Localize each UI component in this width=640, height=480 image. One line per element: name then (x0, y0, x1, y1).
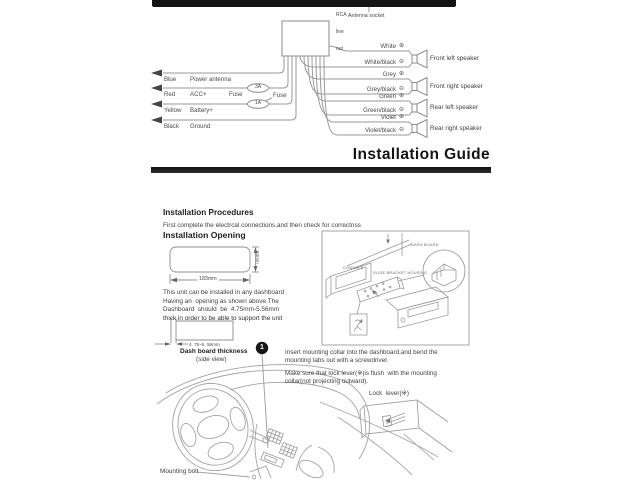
polarity-minus-icon: ⊖ (399, 58, 405, 65)
wire-color-black: Black (164, 123, 179, 130)
fuse1-rating: 3A (254, 84, 262, 90)
wire-label-grey: Grey (382, 71, 396, 78)
wire-function-power-antenna: Power antenna (190, 76, 231, 83)
wire-label-green-black: Green/black (363, 107, 396, 114)
step-badge-art (256, 342, 268, 448)
rca-line-out-label: RCA line out (336, 11, 347, 52)
body-line-4: thick in order to be able to support the unit (163, 314, 283, 322)
speaker-label-rear-right: Rear right speaker (430, 124, 482, 132)
wire-color-blue: Blue (164, 76, 177, 83)
polarity-plus-icon: ⊕ (399, 92, 405, 99)
polarity-minus-icon: ⊖ (399, 85, 405, 92)
procedures-heading: Installation Procedures (163, 208, 254, 217)
body-line-1: This unit can be installed in any dashboard (163, 289, 285, 296)
procedures-intro: First complete the electrcal connections,and then check for correctnss (163, 221, 361, 229)
opening-heading: Installation Opening (163, 230, 246, 240)
polarity-plus-icon: ⊕ (399, 42, 405, 49)
fuse1-label: Fuse (229, 91, 243, 98)
exploded-console-label: CONSOLE (343, 265, 364, 270)
lock-lever-art (360, 400, 452, 460)
fuse2-label: Fuse (273, 92, 287, 99)
wire-function-ground: Ground (190, 123, 211, 130)
exploded-dashboard-label: DASH BOARD (411, 242, 439, 247)
wire-label-grey-black: Grey/black (366, 86, 396, 93)
wire-label-violet-black: Violet/black (364, 127, 396, 134)
polarity-plus-icon: ⊕ (399, 113, 405, 120)
speaker-label-rear-left: Rear left speaker (430, 104, 478, 111)
speaker-label-front-left: Front left speaker (430, 55, 479, 62)
wire-label-green: Green (379, 93, 396, 100)
polarity-plus-icon: ⊕ (399, 70, 405, 77)
wire-label-violet: Violet (380, 114, 396, 121)
fuse2-rating: 1A (254, 100, 262, 106)
exploded-view-art (322, 231, 469, 345)
step1-note-line2: collar(not projecting outward). (285, 378, 368, 385)
thickness-sub-label: (side view) (196, 355, 227, 363)
step1-text-line1: Insert mounting collar into the dashboard,and bend the (285, 349, 438, 356)
wire-color-yellow: Yellow (164, 107, 182, 114)
antenna-socket-label: Antenna socket (348, 13, 385, 19)
thickness-dim: 4. 75~5. 56mm (189, 341, 220, 347)
lock-lever-label: Lock lever(※) (369, 390, 409, 397)
step1-text-line2: mounting tabs out with a screwdriver. (285, 357, 389, 364)
polarity-minus-icon: ⊖ (399, 126, 405, 133)
speaker-icons (412, 50, 427, 138)
wire-label-white-black: White/black (364, 59, 396, 66)
page-title: Installation Guide (352, 146, 490, 163)
steering-wheel (161, 373, 264, 480)
body-line-3: Dashboard should be 4.75mm-5.56mm (163, 306, 280, 313)
wire-function-battery: Battery+ (190, 107, 213, 114)
polarity-minus-icon: ⊖ (399, 106, 405, 113)
step1-note-line1: Make sure that lock lever(※)is flush with the mounting (285, 370, 437, 377)
thickness-label: Dash board thickness (180, 348, 248, 355)
wire-function-acc: ACC+ (190, 91, 207, 98)
title-rule (151, 167, 491, 173)
exploded-bracket-label: SLIDE BRACKET HOUSING (373, 270, 428, 275)
center-stack-vents (258, 429, 300, 471)
speaker-label-front-right: Front right speaker (430, 82, 483, 90)
body-line-2: Having an opening as shown above.The (163, 297, 279, 305)
opening-width-dim: 183mm (199, 276, 217, 282)
wire-color-red: Red (164, 91, 176, 98)
mounting-bolt-label: Mounting bolt (160, 468, 199, 475)
previous-section-bar (152, 0, 456, 7)
step-1-badge: 1 (260, 344, 264, 351)
wire-label-white: White (380, 43, 396, 50)
wire-arrowheads (151, 70, 162, 124)
opening-height-dim: 53mm (255, 251, 260, 264)
